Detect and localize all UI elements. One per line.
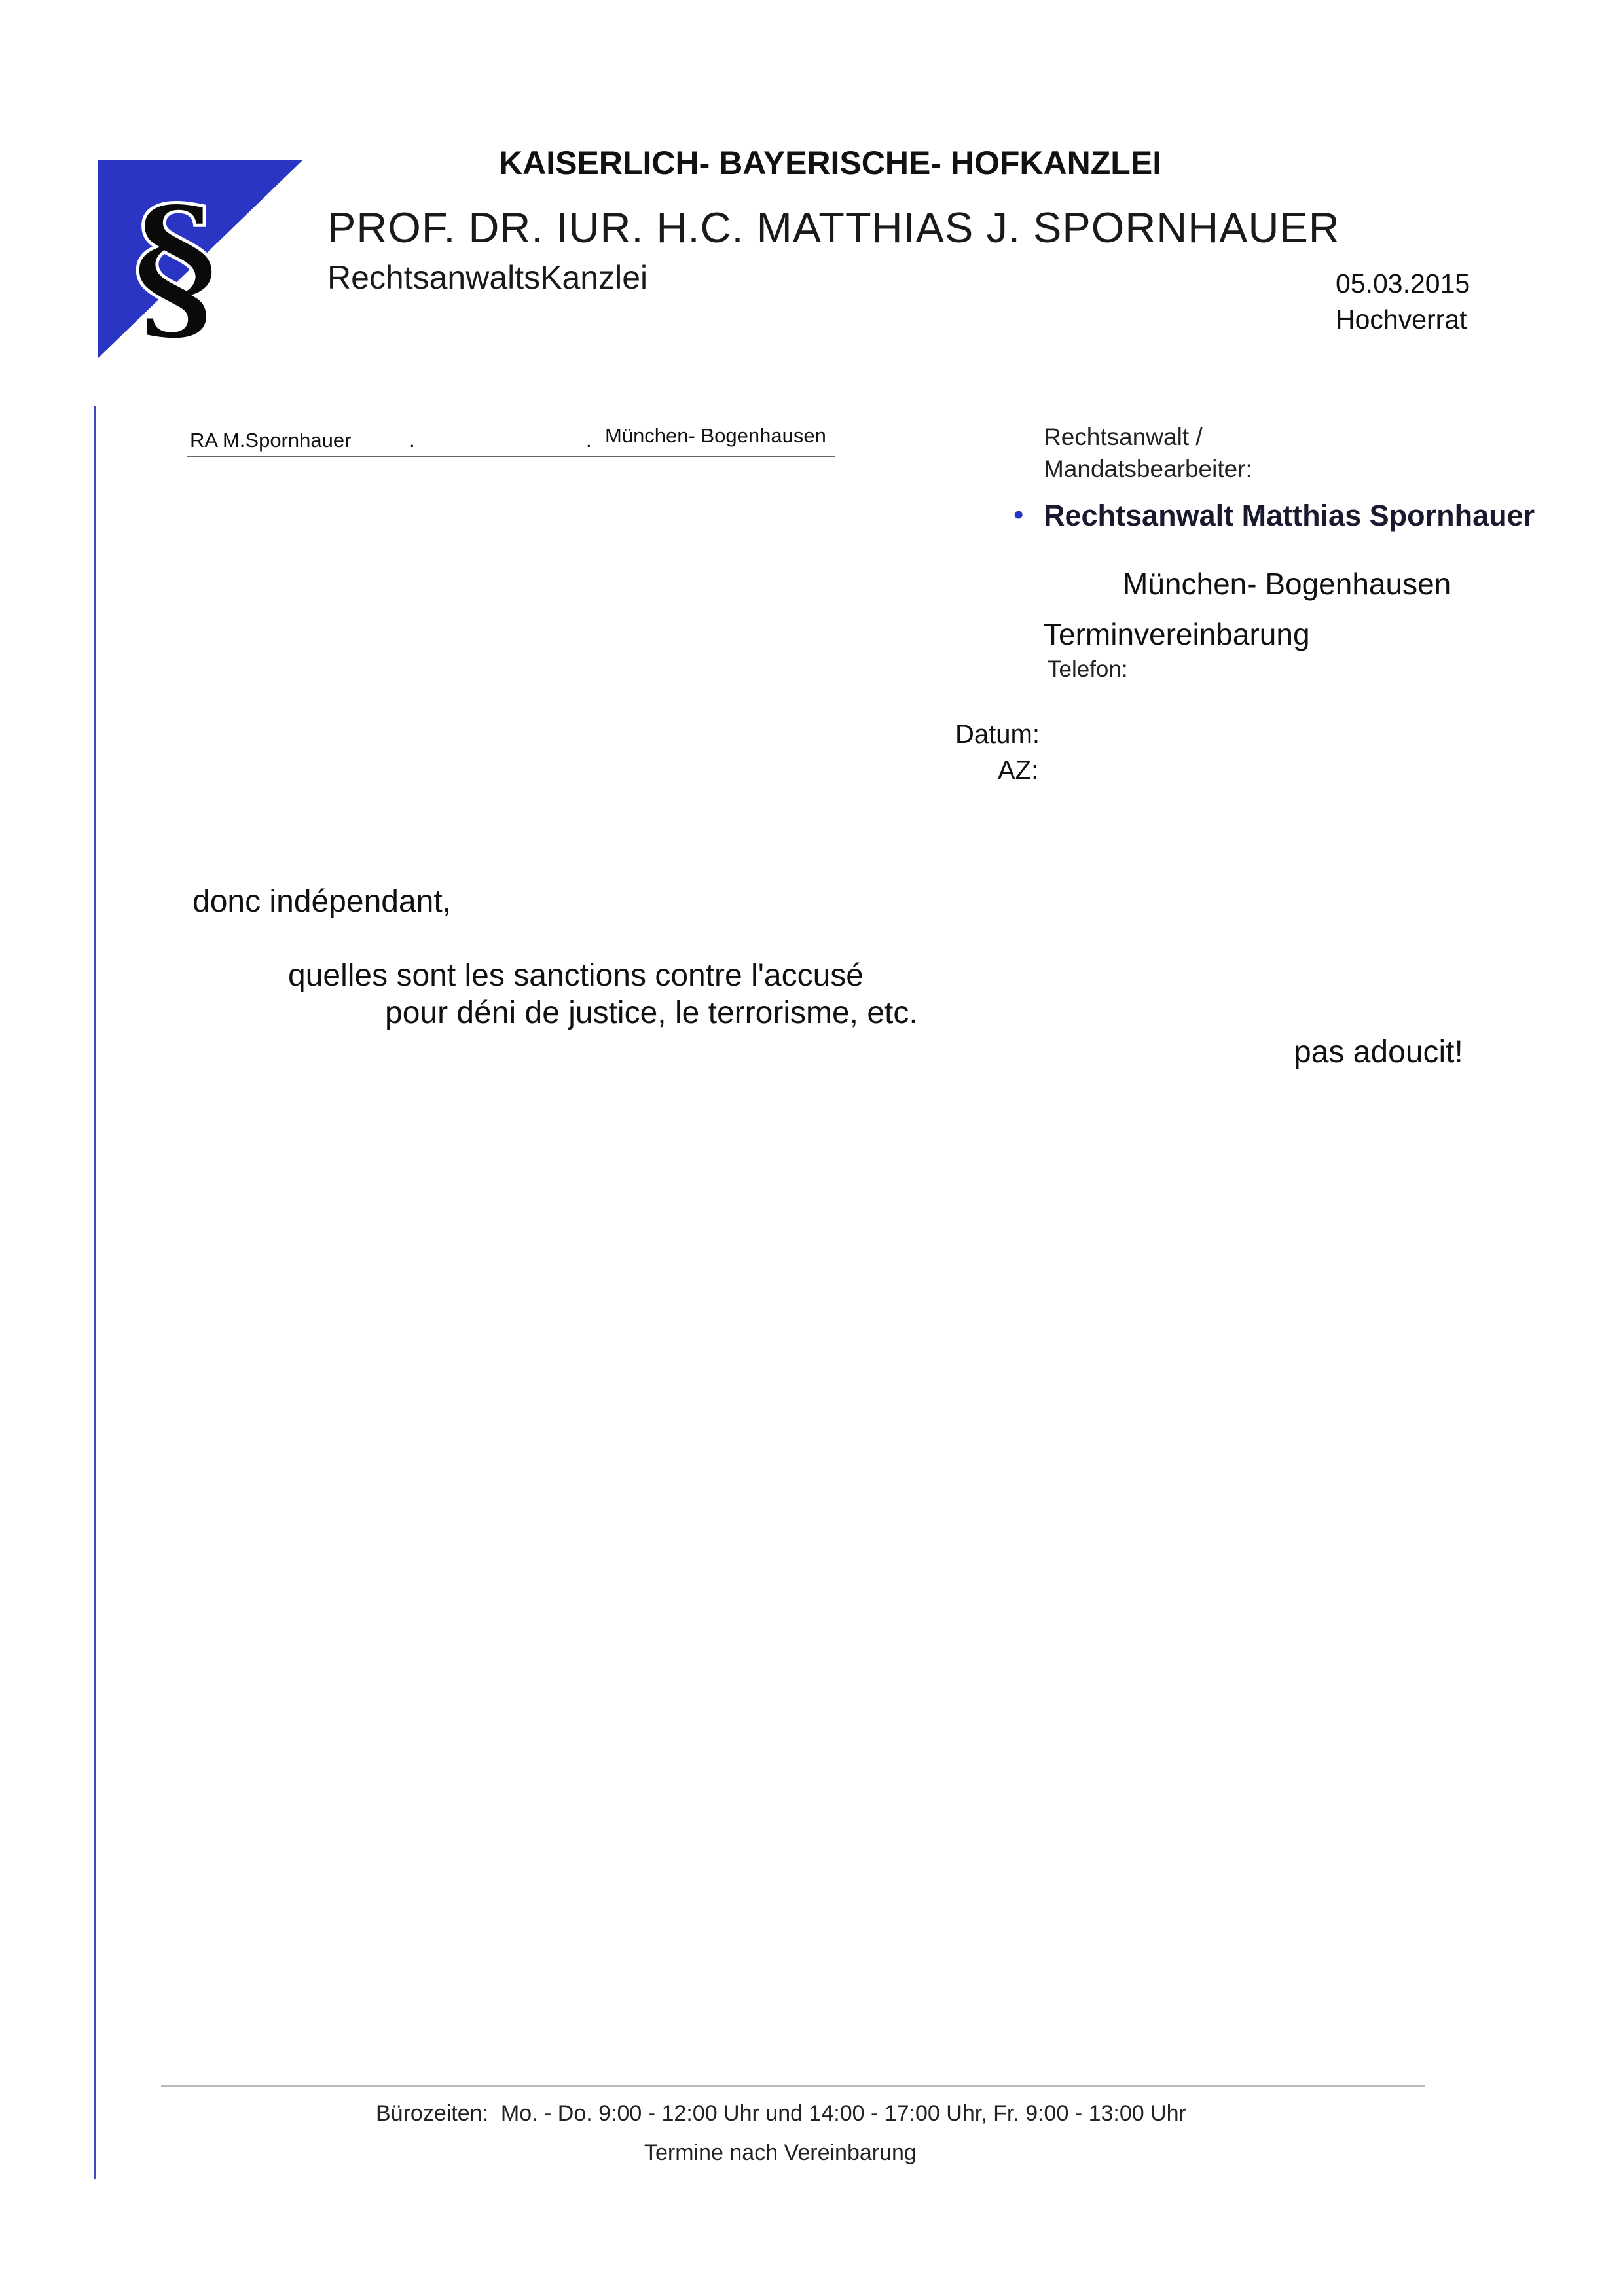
paragraph-sign-glyph: § xyxy=(132,170,219,358)
letter-date: 05.03.2015 xyxy=(1336,268,1470,298)
paragraph-logo-icon xyxy=(98,160,302,358)
sender-location-prefix: . xyxy=(586,429,592,452)
appointment-label: Terminvereinbarung xyxy=(1044,617,1310,651)
sender-separator: . xyxy=(409,429,415,452)
body-line-1: donc indépendant, xyxy=(192,884,452,919)
bullet-icon: • xyxy=(1013,499,1024,531)
reference-label: AZ: xyxy=(998,756,1039,785)
footer-divider xyxy=(161,2085,1425,2087)
contact-city: München- Bogenhausen xyxy=(1123,567,1451,601)
sender-name: RA M.Spornhauer xyxy=(190,429,352,452)
phone-label: Telefon: xyxy=(1048,656,1128,682)
office-heading: KAISERLICH- BAYERISCHE- HOFKANZLEI xyxy=(499,145,1162,181)
office-hours: Bürozeiten: Mo. - Do. 9:00 - 12:00 Uhr und 14:00 - 17:00 Uhr, Fr. 9:00 - 13:00 Uhr xyxy=(376,2101,1186,2126)
role-label-line2: Mandatsbearbeiter: xyxy=(1044,456,1252,482)
sender-underline xyxy=(187,456,835,457)
lawyer-name: Rechtsanwalt Matthias Spornhauer xyxy=(1044,499,1535,532)
appointment-note: Termine nach Vereinbarung xyxy=(644,2140,917,2165)
sender-location: München- Bogenhausen xyxy=(605,424,826,447)
firm-name: RechtsanwaltsKanzlei xyxy=(327,259,648,296)
margin-line xyxy=(94,406,96,2179)
body-line-2: quelles sont les sanctions contre l'accusé xyxy=(288,958,864,993)
body-line-4: pas adoucit! xyxy=(1294,1035,1463,1069)
role-label-line1: Rechtsanwalt / xyxy=(1044,423,1203,450)
letter-subject: Hochverrat xyxy=(1336,304,1467,334)
date-label: Datum: xyxy=(955,720,1040,749)
lawyer-title: PROF. DR. IUR. H.C. MATTHIAS J. SPORNHAUER xyxy=(327,204,1340,251)
body-line-3: pour déni de justice, le terrorisme, etc. xyxy=(385,996,918,1030)
